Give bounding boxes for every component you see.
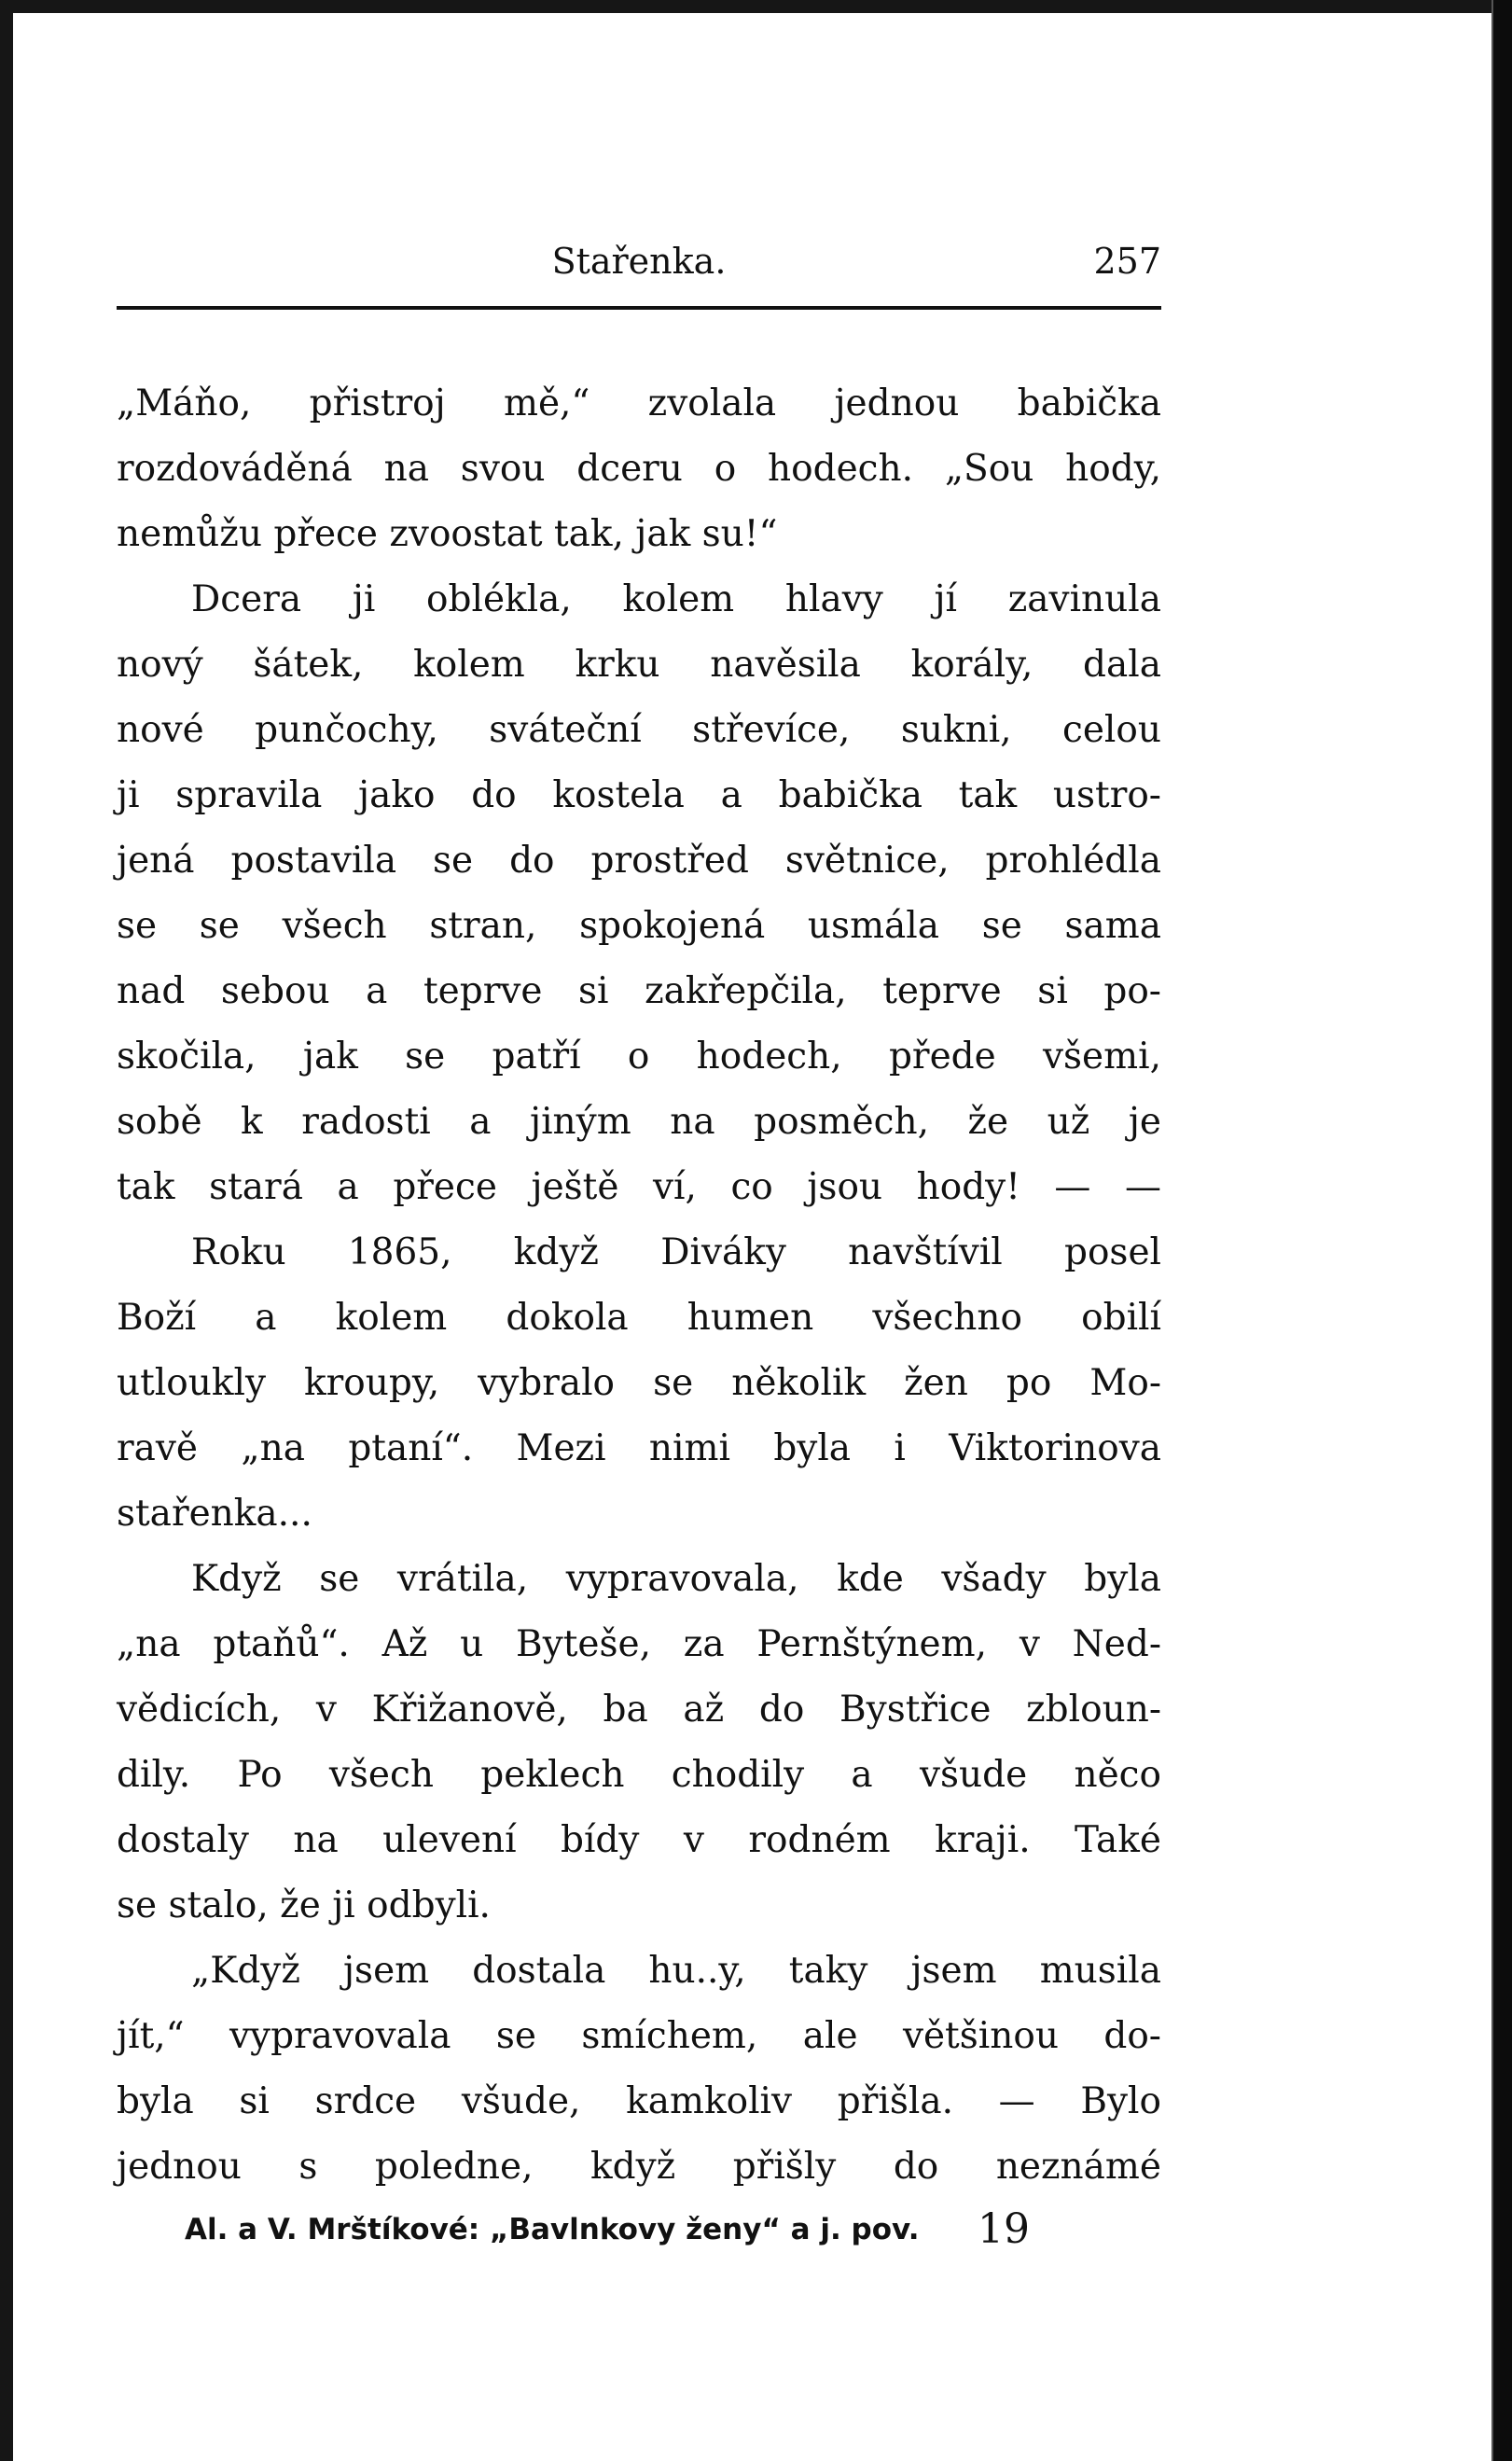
text-line: nemůžu přece zvoostat tak, jak su!“	[117, 513, 778, 555]
scan-border-right	[1493, 0, 1512, 2461]
text-line: nové punčochy, sváteční střevíce, sukni, celou	[117, 709, 1161, 751]
text-line: rozdováděná na svou dceru o hodech. „Sou hody,	[117, 448, 1161, 490]
text-line: jednou s poledne, když přišly do neznámé	[117, 2146, 1161, 2188]
text-line: se se všech stran, spokojená usmála se sama	[117, 905, 1161, 947]
text-line: Boží a kolem dokola humen všechno obilí	[117, 1297, 1161, 1339]
page-footer	[140, 2205, 1161, 2261]
text-line: utloukly kroupy, vybralo se několik žen po Mo-	[117, 1362, 1161, 1404]
scan-border-top	[0, 0, 1512, 13]
text-line: stařenka...	[117, 1493, 312, 1535]
text-line: Roku 1865, když Diváky navštívil posel	[191, 1231, 1161, 1273]
footer-credit: Al. a V. Mrštíkové: „Bavlnkovy ženy“ a j. pov.	[185, 2213, 920, 2246]
text-line: se stalo, že ji odbyli.	[117, 1884, 491, 1926]
text-line: sobě k radosti a jiným na posměch, že už je	[117, 1101, 1161, 1143]
text-line: byla si srdce všude, kamkoliv přišla. — Bylo	[117, 2080, 1161, 2122]
text-line: Dcera ji oblékla, kolem hlavy jí zavinula	[191, 578, 1161, 620]
text-line: nad sebou a teprve si zakřepčila, teprve si po-	[117, 970, 1161, 1012]
text-line: jít,“ vypravovala se smíchem, ale většinou do-	[117, 2015, 1161, 2057]
text-line: Když se vrátila, vypravovala, kde všady byla	[191, 1558, 1161, 1600]
text-line: nový šátek, kolem krku navěsila korály, dala	[117, 644, 1161, 686]
text-line: „na ptaňů“. Až u Byteše, za Pernštýnem, v Ned-	[117, 1623, 1161, 1665]
text-line: jená postavila se do prostřed světnice, prohlédla	[117, 840, 1161, 882]
running-title: Stařenka.	[551, 241, 727, 282]
text-line: dily. Po všech peklech chodily a všude něco	[117, 1754, 1161, 1796]
text-line: ji spravila jako do kostela a babička tak ustro-	[117, 774, 1161, 816]
text-line: skočila, jak se patří o hodech, přede všemi,	[117, 1036, 1161, 1078]
text-line: „Když jsem dostala hu..y, taky jsem musila	[191, 1950, 1161, 1992]
signature-mark: 19	[978, 2205, 1030, 2253]
scan-border-left	[0, 0, 13, 2461]
text-line: dostaly na ulevení bídy v rodném kraji. Také	[117, 1819, 1161, 1861]
header-rule	[117, 306, 1161, 310]
running-header	[117, 241, 1161, 287]
body-text	[117, 371, 1161, 2200]
text-line: „Máňo, přistroj mě,“ zvolala jednou babička	[117, 382, 1161, 424]
text-line: tak stará a přece ještě ví, co jsou hody! — —	[117, 1166, 1161, 1208]
text-line: ravě „na ptaní“. Mezi nimi byla i Viktorinova	[117, 1427, 1161, 1469]
text-line: vědicích, v Křižanově, ba až do Bystřice zbloun-	[117, 1689, 1161, 1731]
page-number: 257	[1093, 241, 1161, 282]
